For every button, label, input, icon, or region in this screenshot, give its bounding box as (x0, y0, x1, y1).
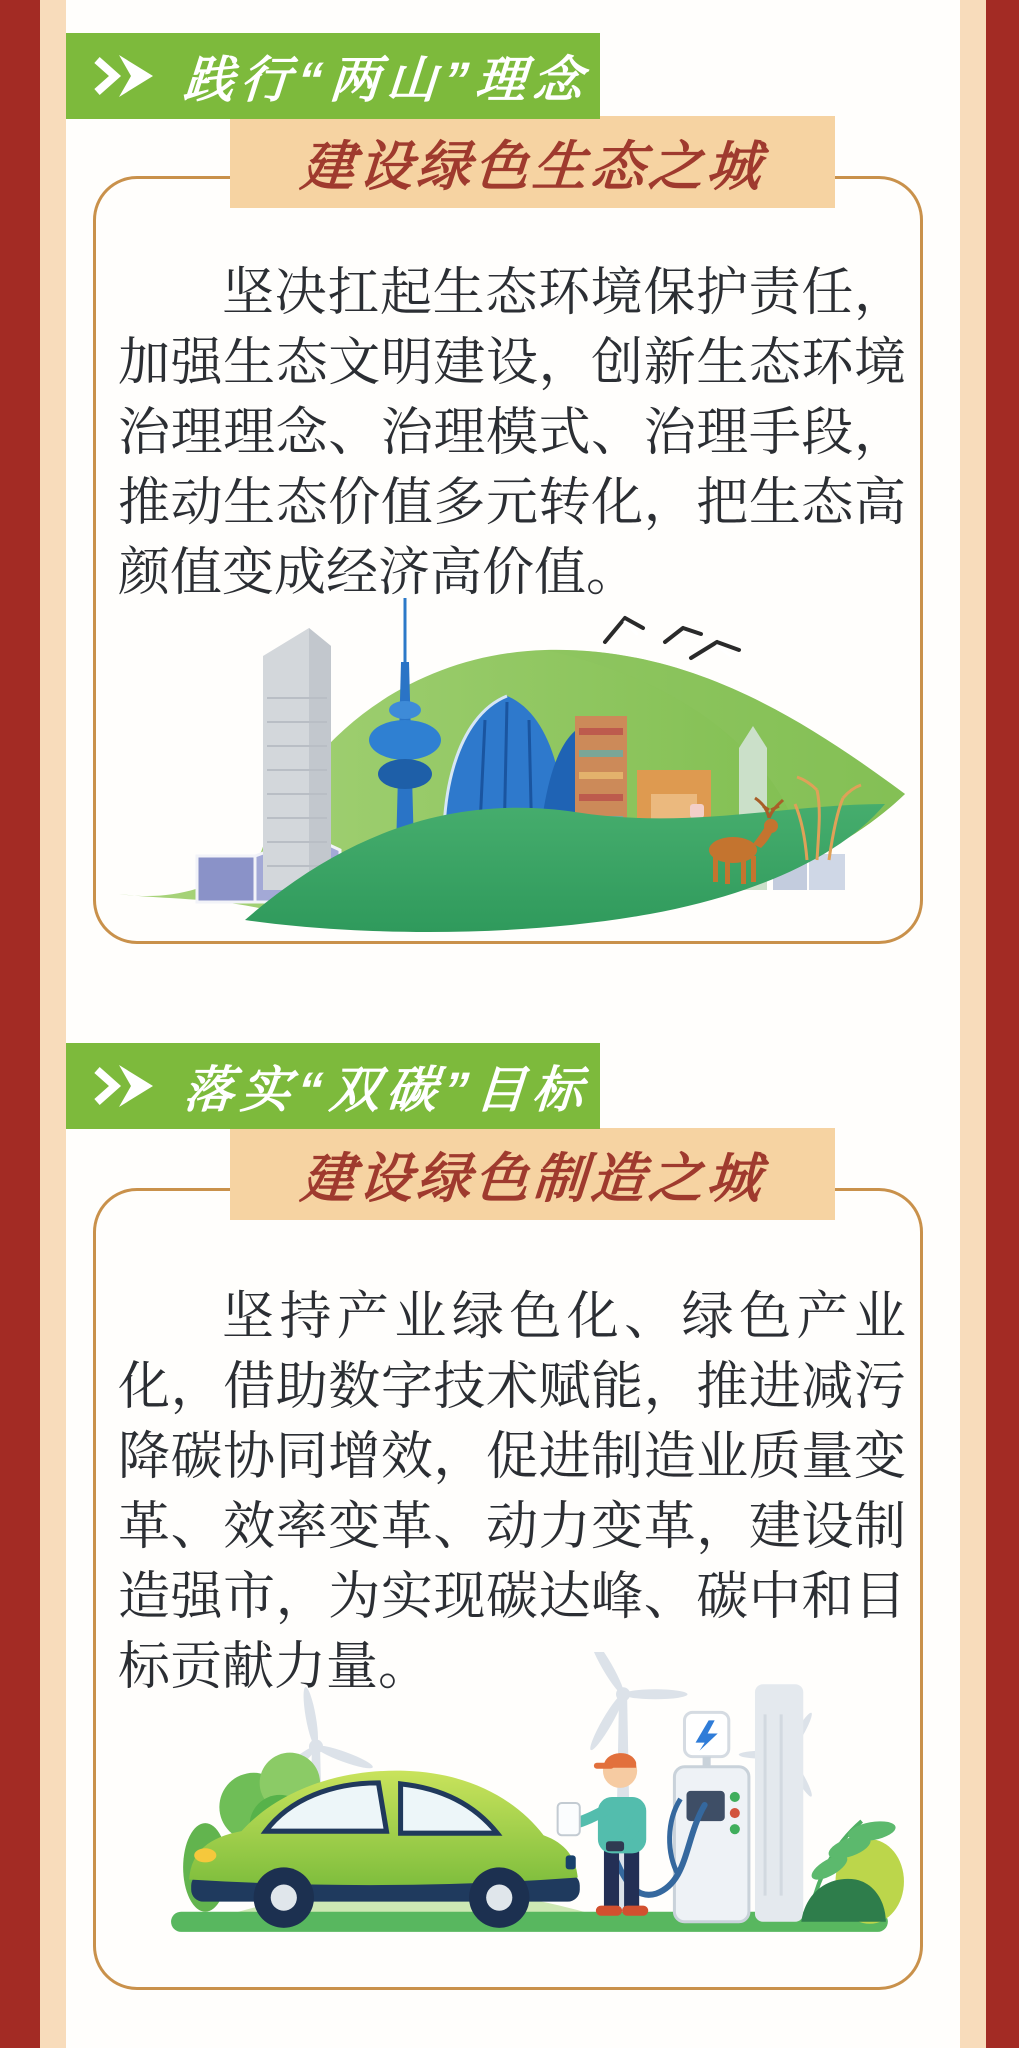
section-eco-banner-label: 践行“两山”理念 (181, 52, 592, 108)
double-chevron-icon (92, 1063, 158, 1109)
section-eco-subtitle-label: 建设绿色生态之城 (298, 136, 767, 197)
section-eco-banner (66, 33, 600, 119)
section-mfg-banner (66, 1043, 600, 1129)
ev-charging-illustration (165, 1652, 910, 1958)
double-chevron-icon (92, 53, 158, 99)
section-eco-subtitle (230, 116, 835, 208)
left-outer-red-band (0, 0, 40, 2048)
section-mfg-banner-label: 落实“双碳”目标 (181, 1062, 592, 1118)
charging-station-icon (670, 1712, 749, 1921)
section-mfg-subtitle-label: 建设绿色制造之城 (298, 1148, 767, 1209)
section-mfg-paragraph: 坚持产业绿色化、绿色产业化，借助数字技术赋能，推进减污降碳协同增效，促进制造业质量变革、效率变革、动力变革，建设制造强市，为实现碳达峰、碳中和目标贡献力量。 (118, 1288, 906, 1696)
leaf-city-illustration (105, 598, 915, 938)
section-eco-paragraph: 坚决扛起生态环境保护责任，加强生态文明建设，创新生态环境治理理念、治理模式、治理手段，推动生态价值多元转化，把生态高颜值变成经济高价值。 (118, 264, 906, 602)
right-inner-peach-band (960, 0, 986, 2048)
left-inner-peach-band (40, 0, 66, 2048)
section-mfg-subtitle (230, 1128, 835, 1220)
right-outer-red-band (986, 0, 1019, 2048)
